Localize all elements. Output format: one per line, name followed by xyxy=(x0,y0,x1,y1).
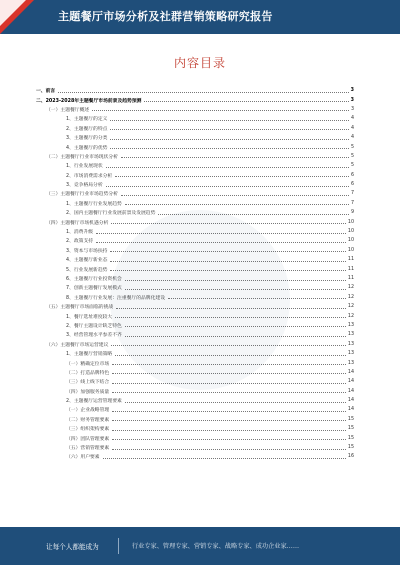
toc-entry-label: 1、主题餐厅的定义 xyxy=(66,117,108,123)
toc-entry-page: 13 xyxy=(347,351,354,357)
toc-leader-dots xyxy=(112,436,346,440)
toc-entry-label: 2、市场消费需求分析 xyxy=(66,173,113,179)
toc-leader-dots xyxy=(115,352,346,356)
toc-leader-dots xyxy=(112,408,346,412)
toc-entry-label: 3、经营管理水平参差不齐 xyxy=(66,333,122,339)
toc-entry[interactable] xyxy=(36,95,354,104)
toc-entry-label: 1、行业发展现状 xyxy=(66,164,103,170)
toc-entry-label: （二）主题餐厅行业市场现状分析 xyxy=(46,154,118,160)
toc-entry-page: 12 xyxy=(347,304,354,310)
toc-entry[interactable] xyxy=(36,368,354,377)
toc-leader-dots xyxy=(115,173,349,177)
toc-entry-label: 2、国内主题餐厅行业发展前景及发展趋势 xyxy=(66,211,156,217)
toc-entry[interactable] xyxy=(36,133,354,142)
toc-leader-dots xyxy=(112,361,346,365)
toc-entry-label: 二、2023-2028年主题餐厅市场前景及趋势预测 xyxy=(36,98,142,104)
toc-entry[interactable] xyxy=(36,377,354,386)
toc-leader-dots xyxy=(125,333,346,337)
toc-entry[interactable] xyxy=(36,142,354,151)
toc-entry[interactable] xyxy=(36,433,354,442)
toc-entry[interactable] xyxy=(36,396,354,405)
toc-entry[interactable] xyxy=(36,255,354,264)
toc-entry[interactable] xyxy=(36,293,354,302)
toc-leader-dots xyxy=(112,380,346,384)
toc-entry[interactable] xyxy=(36,208,354,217)
toc-entry-page: 5 xyxy=(350,153,354,159)
table-of-contents xyxy=(36,86,354,462)
toc-entry[interactable] xyxy=(36,264,354,273)
toc-leader-dots xyxy=(110,136,349,140)
toc-leader-dots xyxy=(121,154,349,158)
toc-entry-label: （一）企业战略管理 xyxy=(66,408,110,414)
toc-leader-dots xyxy=(96,230,346,234)
toc-entry-page: 14 xyxy=(347,388,354,394)
toc-entry-label: 3、主题餐厅的分类 xyxy=(66,136,108,142)
toc-entry-label: 2、餐厅主题设计缺乏特色 xyxy=(66,323,122,329)
toc-entry-page: 14 xyxy=(347,407,354,413)
toc-entry-page: 13 xyxy=(347,341,354,347)
toc-entry-label: （四）主题餐厅市场机遇分析 xyxy=(46,220,109,226)
header-banner xyxy=(0,0,400,34)
toc-entry[interactable] xyxy=(36,321,354,330)
toc-entry-page: 12 xyxy=(347,294,354,300)
toc-entry[interactable] xyxy=(36,246,354,255)
toc-entry[interactable] xyxy=(36,349,354,358)
toc-entry-label: 3、竞争格局分析 xyxy=(66,183,103,189)
toc-entry-label: 1、消费升级 xyxy=(66,230,94,236)
toc-entry[interactable] xyxy=(36,415,354,424)
toc-entry-page: 15 xyxy=(347,416,354,422)
toc-entry-page: 6 xyxy=(350,182,354,188)
toc-entry-page: 10 xyxy=(347,229,354,235)
toc-entry-page: 11 xyxy=(347,266,354,272)
toc-entry-label: （四）加强服务质量 xyxy=(66,389,110,395)
toc-entry[interactable] xyxy=(36,274,354,283)
toc-entry-page: 14 xyxy=(347,369,354,375)
toc-entry[interactable] xyxy=(36,330,354,339)
toc-entry-page: 10 xyxy=(347,238,354,244)
header-corner-white xyxy=(0,0,26,26)
toc-leader-dots xyxy=(125,286,346,290)
toc-entry-label: 2、主题餐厅的特点 xyxy=(66,126,108,132)
toc-leader-dots xyxy=(110,117,349,121)
toc-leader-dots xyxy=(112,417,346,421)
toc-entry-page: 6 xyxy=(350,172,354,178)
toc-entry-page: 3 xyxy=(350,88,354,94)
toc-entry-page: 12 xyxy=(347,313,354,319)
toc-entry[interactable] xyxy=(36,283,354,292)
toc-entry-page: 16 xyxy=(347,454,354,460)
toc-leader-dots xyxy=(112,446,346,450)
toc-leader-dots xyxy=(125,201,349,205)
toc-entry-page: 5 xyxy=(350,144,354,150)
toc-leader-dots xyxy=(92,107,349,111)
toc-entry[interactable] xyxy=(36,358,354,367)
toc-entry-label: （三）线上线下结合 xyxy=(66,380,110,386)
toc-entry[interactable] xyxy=(36,236,354,245)
toc-entry-label: 4、主题餐厅的优势 xyxy=(66,145,108,151)
toc-entry-label: （二）财务管理要素 xyxy=(66,417,110,423)
toc-entry-page: 4 xyxy=(350,135,354,141)
toc-entry-label: （四）团队管理要素 xyxy=(66,436,110,442)
toc-entry[interactable] xyxy=(36,443,354,452)
toc-entry[interactable] xyxy=(36,302,354,311)
toc-entry[interactable] xyxy=(36,161,354,170)
toc-leader-dots xyxy=(106,164,349,168)
toc-leader-dots xyxy=(125,323,346,327)
toc-leader-dots xyxy=(58,89,348,93)
footer-divider xyxy=(118,538,119,554)
toc-entry[interactable] xyxy=(36,180,354,189)
toc-leader-dots xyxy=(111,220,346,224)
toc-entry[interactable] xyxy=(36,387,354,396)
toc-entry-page: 7 xyxy=(350,200,354,206)
toc-entry-label: 1、主题餐厅营销策略 xyxy=(66,352,113,358)
toc-entry-page: 7 xyxy=(350,191,354,197)
toc-entry-label: （二）打造品牌特色 xyxy=(66,370,110,376)
toc-entry[interactable] xyxy=(36,114,354,123)
toc-entry-label: 1、主题餐厅行业发展趋势 xyxy=(66,201,122,207)
toc-leader-dots xyxy=(112,427,346,431)
toc-entry[interactable] xyxy=(36,311,354,320)
toc-leader-dots xyxy=(168,295,346,299)
toc-entry[interactable] xyxy=(36,452,354,461)
toc-entry-page: 11 xyxy=(347,276,354,281)
toc-entry-page: 12 xyxy=(347,285,354,291)
toc-entry-label: （一）主题餐厅概述 xyxy=(46,107,90,113)
toc-entry-label: 2、政策支持 xyxy=(66,239,94,245)
toc-entry-label: 一、前言 xyxy=(36,89,56,95)
toc-entry-page: 15 xyxy=(347,435,354,441)
toc-leader-dots xyxy=(110,248,345,252)
toc-entry-label: 6、主题餐厅行业投资机会 xyxy=(66,277,122,282)
toc-leader-dots xyxy=(116,305,346,309)
toc-entry[interactable] xyxy=(36,424,354,433)
toc-leader-dots xyxy=(110,145,349,149)
toc-entry[interactable] xyxy=(36,86,354,95)
toc-leader-dots xyxy=(158,211,349,215)
toc-leader-dots xyxy=(111,342,346,346)
toc-leader-dots xyxy=(125,399,346,403)
toc-entry[interactable] xyxy=(36,124,354,133)
toc-leader-dots xyxy=(110,258,345,262)
toc-entry[interactable] xyxy=(36,152,354,161)
toc-entry-page: 3 xyxy=(350,106,354,112)
toc-entry-page: 3 xyxy=(350,97,354,103)
toc-entry-page: 10 xyxy=(347,219,354,225)
toc-entry[interactable] xyxy=(36,217,354,226)
toc-entry-label: （五）营销管理要素 xyxy=(66,446,110,452)
toc-entry-label: 4、主题餐厅新业态 xyxy=(66,258,108,264)
toc-entry-label: （一）精确定位市场 xyxy=(66,361,110,367)
toc-entry-label: （六）用户要素 xyxy=(66,455,100,461)
toc-entry-label: 3、资本与市场扶持 xyxy=(66,248,108,254)
toc-entry[interactable] xyxy=(36,340,354,349)
toc-entry-label: （六）主题餐厅市场运营建议 xyxy=(46,342,109,348)
toc-entry[interactable] xyxy=(36,227,354,236)
toc-leader-dots xyxy=(110,126,349,130)
toc-entry[interactable] xyxy=(36,405,354,414)
toc-leader-dots xyxy=(96,239,346,243)
toc-entry[interactable] xyxy=(36,199,354,208)
toc-entry-label: 1、餐厅选址难度较大 xyxy=(66,314,113,320)
toc-leader-dots xyxy=(112,389,346,393)
toc-entry-label: 8、主题餐厅行业发展：注重餐厅的品牌化建设 xyxy=(66,295,165,301)
toc-entry-page: 13 xyxy=(347,322,354,328)
toc-leader-dots xyxy=(144,98,348,102)
toc-entry-page: 14 xyxy=(347,398,354,404)
toc-entry-page: 13 xyxy=(347,360,354,366)
footer-roles: 行业专家、管理专家、营销专家、战略专家、成功企业家…… xyxy=(132,543,300,550)
toc-leader-dots xyxy=(112,370,346,374)
toc-leader-dots xyxy=(110,267,345,271)
toc-leader-dots xyxy=(106,183,349,187)
toc-entry-label: 5、行业发展新趋势 xyxy=(66,267,108,273)
toc-entry-page: 4 xyxy=(350,116,354,122)
toc-entry[interactable] xyxy=(36,171,354,180)
toc-entry-label: （五）主题餐厅市场面临的挑战 xyxy=(46,305,114,311)
toc-entry-page: 11 xyxy=(347,257,354,263)
toc-entry-label: （三）组织架构要素 xyxy=(66,427,110,433)
toc-entry-page: 13 xyxy=(347,332,354,338)
report-title: 主题餐厅市场分析及社群营销策略研究报告 xyxy=(58,10,273,23)
toc-leader-dots xyxy=(103,455,346,459)
toc-leader-dots xyxy=(115,314,346,318)
toc-entry-label: 7、创新主题餐厅发展模式 xyxy=(66,286,122,292)
toc-entry-label: （三）主题餐厅行业市场趋势分析 xyxy=(46,192,118,198)
toc-entry[interactable] xyxy=(36,189,354,198)
toc-entry-page: 5 xyxy=(350,163,354,169)
toc-leader-dots xyxy=(125,277,346,281)
toc-heading: 内容目录 xyxy=(173,56,226,70)
toc-entry[interactable] xyxy=(36,105,354,114)
toc-entry-page: 14 xyxy=(347,379,354,385)
toc-entry-page: 15 xyxy=(347,426,354,432)
toc-leader-dots xyxy=(121,192,349,196)
footer-slogan: 让每个人都能成为 xyxy=(46,543,99,551)
toc-entry-label: 2、主题餐厅运营管理要素 xyxy=(66,399,122,405)
footer-banner xyxy=(0,527,400,565)
toc-entry-page: 4 xyxy=(350,125,354,131)
toc-entry-page: 10 xyxy=(347,247,354,253)
toc-entry-page: 15 xyxy=(347,445,354,451)
toc-entry-page: 9 xyxy=(350,210,354,216)
